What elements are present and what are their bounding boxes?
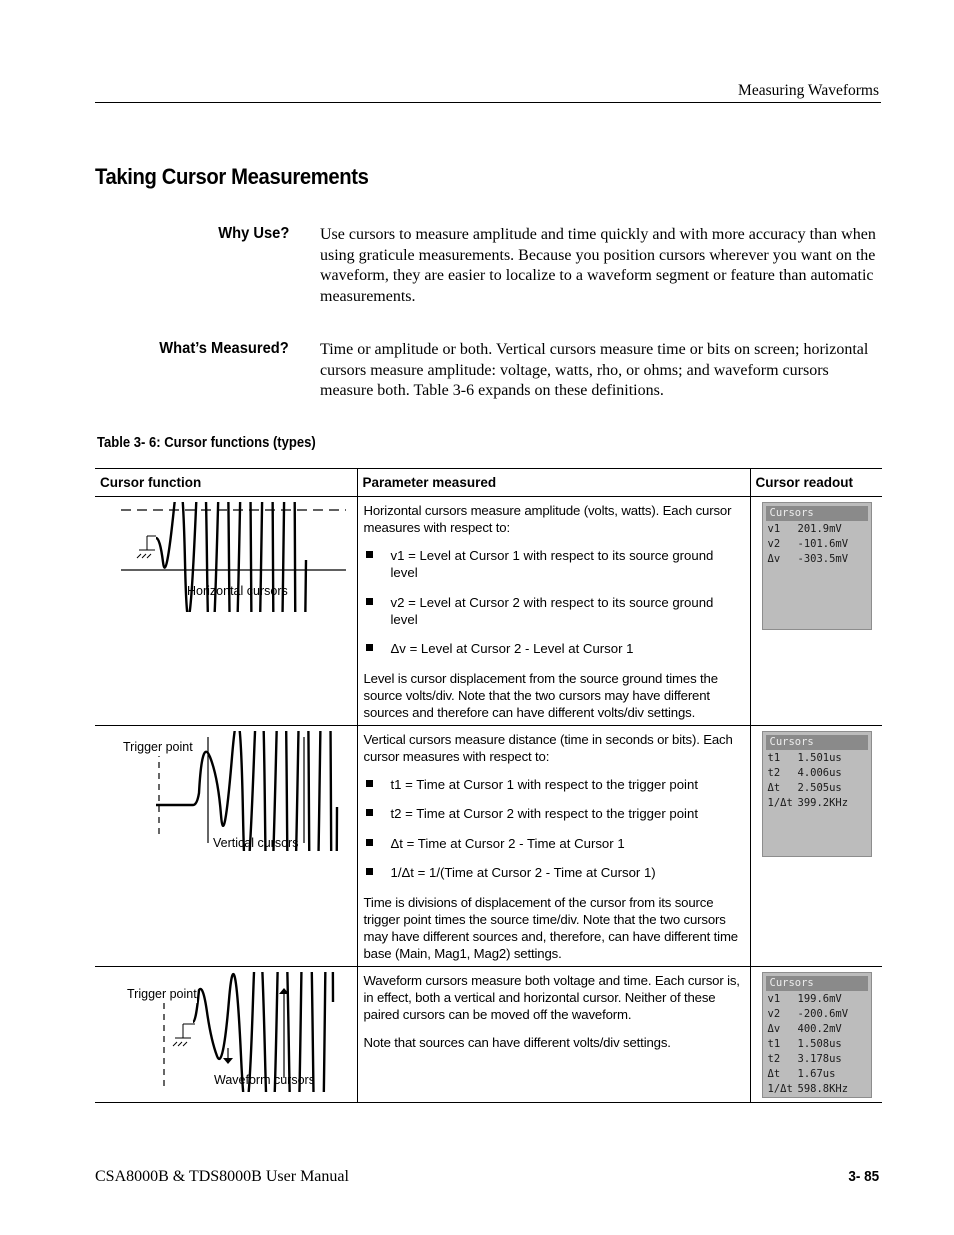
figure-label: Horizontal cursors xyxy=(187,584,288,598)
readout-value: 3.178us xyxy=(797,1052,842,1065)
running-head: Measuring Waveforms xyxy=(738,82,879,99)
cursor-readout-cell xyxy=(750,725,882,966)
cursor-function-cell xyxy=(95,725,357,966)
readout-key: 1/Δt xyxy=(767,796,793,809)
readout-value: -101.6mV xyxy=(797,538,849,550)
readout-row xyxy=(763,992,871,1007)
readout-key: Δv xyxy=(767,1022,781,1035)
readout-row xyxy=(763,1082,871,1097)
readout-title: Cursors xyxy=(766,735,868,750)
parameter-note: Level is cursor displacement from the source ground times the source volts/div. Note that the two cursors may have different sources and therefore can have different volts/div settings. xyxy=(363,670,718,720)
horizontal-cursors-figure xyxy=(101,502,351,687)
parameter-intro: Horizontal cursors measure amplitude (volts, watts). Each cursor measures with respect to: xyxy=(363,503,732,535)
parameter-intro: Vertical cursors measure distance (time in seconds or bits). Each cursor measures with respect to: xyxy=(363,731,733,764)
readout-row xyxy=(763,1067,871,1082)
readout-row xyxy=(763,1052,871,1067)
footer-page-number: 3- 85 xyxy=(848,1168,879,1185)
readout-key: t1 xyxy=(767,751,781,764)
trigger-point-label: Trigger point xyxy=(123,739,193,754)
waveform-cursors-figure xyxy=(101,972,351,1098)
readout-value: 1.508us xyxy=(797,1037,842,1050)
ground-symbol-icon xyxy=(137,536,156,558)
readout-row xyxy=(763,766,871,781)
column-header: Parameter measured xyxy=(357,469,750,497)
readout-key: t2 xyxy=(767,766,781,779)
whats-measured-label: What’s Measured? xyxy=(159,340,289,357)
list-item: t2 = Time at Cursor 2 with respect to the trigger point xyxy=(364,805,744,822)
cursor-readout-panel xyxy=(762,731,872,857)
cursor-readout-cell xyxy=(750,497,882,726)
readout-title: Cursors xyxy=(766,506,868,521)
parameter-list xyxy=(364,547,744,657)
readout-key: v1 xyxy=(767,992,781,1005)
vertical-cursors-figure xyxy=(101,731,351,961)
readout-key: v2 xyxy=(767,1007,781,1020)
cursor-1-marker-icon xyxy=(223,1058,233,1064)
readout-row xyxy=(763,751,871,766)
readout-value: 400.2mV xyxy=(797,1022,842,1035)
readout-value: 2.505us xyxy=(797,781,842,794)
figure-label: Waveform cursors xyxy=(214,1072,315,1087)
why-use-label: Why Use? xyxy=(217,225,289,242)
trigger-point-label: Trigger point xyxy=(127,986,197,1001)
cursor-readout-panel xyxy=(762,502,872,630)
cursor-readout-cell xyxy=(750,966,882,1102)
readout-value: 201.9mV xyxy=(797,523,842,535)
readout-key: v2 xyxy=(767,538,781,550)
readout-value: 1.67us xyxy=(797,1067,836,1080)
list-item: Δt = Time at Cursor 2 - Time at Cursor 1 xyxy=(364,835,744,852)
list-item: 1/Δt = 1/(Time at Cursor 2 - Time at Cursor 1) xyxy=(364,864,744,881)
column-header: Cursor readout xyxy=(750,469,882,497)
readout-key: v1 xyxy=(767,523,781,535)
readout-row xyxy=(763,1037,871,1052)
readout-key: 1/Δt xyxy=(767,1082,793,1095)
parameter-cell xyxy=(357,725,750,966)
readout-row xyxy=(763,781,871,796)
cursor-function-cell xyxy=(95,497,357,726)
readout-key: t2 xyxy=(767,1052,781,1065)
cursor-functions-table xyxy=(95,468,882,1103)
readout-key: Δv xyxy=(767,553,781,565)
parameter-intro: Waveform cursors measure both voltage and time. Each cursor is, in effect, both a vertical and horizontal cursor. Neither of these paired cursors can be moved off the waveform. xyxy=(363,972,740,1022)
cursor-function-cell xyxy=(95,966,357,1102)
parameter-note: Time is divisions of displacement of the cursor from its source trigger point times the source time/div. Note that the two cursors may have different sources and, therefore, can have different time base (Main, Mag1, Mag2) settings. xyxy=(363,894,738,961)
readout-key: Δt xyxy=(767,1067,781,1080)
readout-row xyxy=(763,1007,871,1022)
readout-value: 199.6mV xyxy=(797,992,842,1005)
readout-value: 399.2KHz xyxy=(797,796,849,809)
section-title: Taking Cursor Measurements xyxy=(95,164,369,189)
footer-manual-title: CSA8000B & TDS8000B User Manual xyxy=(95,1168,349,1185)
ground-symbol-icon xyxy=(173,1024,195,1046)
figure-label: Vertical cursors xyxy=(213,835,299,850)
cursor-readout-panel xyxy=(762,972,872,1098)
readout-row xyxy=(763,537,871,552)
readout-row xyxy=(763,522,871,537)
list-item: t1 = Time at Cursor 1 with respect to the trigger point xyxy=(364,776,744,793)
parameter-list xyxy=(364,776,744,882)
parameter-cell xyxy=(357,497,750,726)
readout-row xyxy=(763,552,871,567)
readout-key: t1 xyxy=(767,1037,781,1050)
readout-value: -200.6mV xyxy=(797,1007,849,1020)
table-header-row xyxy=(95,469,882,497)
list-item: v1 = Level at Cursor 1 with respect to its source ground level xyxy=(364,547,744,581)
table-caption: Table 3- 6: Cursor functions (types) xyxy=(97,435,316,451)
parameter-cell xyxy=(357,966,750,1102)
column-header: Cursor function xyxy=(95,469,357,497)
table-row xyxy=(95,497,882,726)
readout-value: -303.5mV xyxy=(797,553,849,565)
why-use-text: Use cursors to measure amplitude and time quickly and with more accuracy than when using graticule measurements. Because you position cursors wherever you want on the waveform, they are easier to localize to a waveform segment or feature than automatic measurements. xyxy=(320,226,876,305)
list-item: Δv = Level at Cursor 2 - Level at Cursor 1 xyxy=(364,640,744,657)
readout-title: Cursors xyxy=(766,976,868,991)
readout-value: 598.8KHz xyxy=(797,1082,849,1095)
readout-value: 4.006us xyxy=(797,766,842,779)
header-rule xyxy=(95,102,881,103)
table-row xyxy=(95,725,882,966)
list-item: v2 = Level at Cursor 2 with respect to its source ground level xyxy=(364,594,744,628)
readout-key: Δt xyxy=(767,781,781,794)
readout-row xyxy=(763,1022,871,1037)
whats-measured-text: Time or amplitude or both. Vertical cursors measure time or bits on screen; horizontal cursors measure amplitude: voltage, watts, rho, or ohms; and waveform cursors measure both. Table 3-6 expands on these definitions. xyxy=(320,341,869,399)
readout-value: 1.501us xyxy=(797,751,842,764)
readout-row xyxy=(763,796,871,811)
parameter-note: Note that sources can have different volts/div settings. xyxy=(363,1034,671,1050)
table-row xyxy=(95,966,882,1102)
